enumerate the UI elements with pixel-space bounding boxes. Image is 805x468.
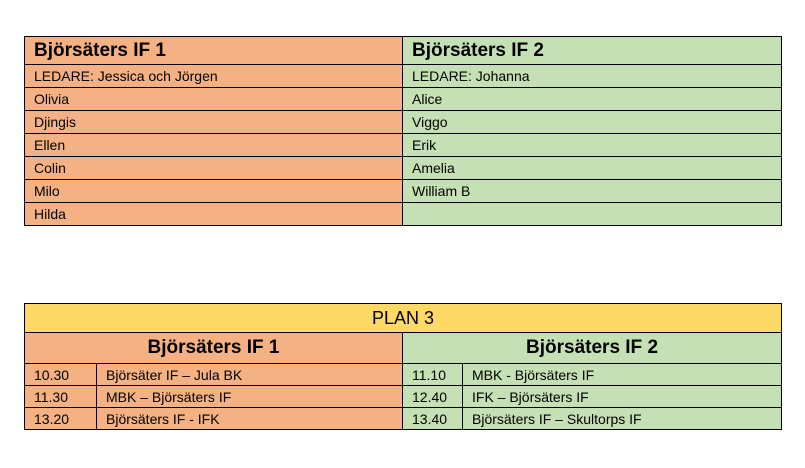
table-row [25, 180, 782, 203]
team1-player: Olivia [25, 88, 403, 111]
team1-header: Björsäters IF 1 [25, 37, 403, 65]
team2-match: Björsäters IF – Skultorps IF [463, 408, 782, 430]
team2-header: Björsäters IF 2 [403, 37, 782, 65]
team1-match: Björsäters IF - IFK [97, 408, 403, 430]
team2-player: Viggo [403, 111, 782, 134]
schedule-table [24, 303, 782, 430]
table-row [25, 157, 782, 180]
roster-header-row [25, 37, 782, 65]
team1-player: Djingis [25, 111, 403, 134]
team2-leader: LEDARE: Johanna [403, 65, 782, 88]
table-row [25, 386, 782, 408]
team2-match: IFK – Björsäters IF [463, 386, 782, 408]
team2-header: Björsäters IF 2 [403, 333, 782, 364]
team2-match-time: 11.10 [403, 364, 463, 386]
table-row [25, 408, 782, 430]
team2-player: Alice [403, 88, 782, 111]
team1-match-time: 10.30 [25, 364, 97, 386]
team2-player: William B [403, 180, 782, 203]
team2-match-time: 12.40 [403, 386, 463, 408]
team2-player [403, 203, 782, 226]
team1-player: Hilda [25, 203, 403, 226]
table-row [25, 111, 782, 134]
team1-player: Colin [25, 157, 403, 180]
team1-match: Björsäter IF – Jula BK [97, 364, 403, 386]
table-row [25, 134, 782, 157]
team1-header: Björsäters IF 1 [25, 333, 403, 364]
table-row [25, 88, 782, 111]
table-row [25, 65, 782, 88]
plan-title: PLAN 3 [25, 304, 782, 333]
team1-match: MBK – Björsäters IF [97, 386, 403, 408]
team1-match-time: 13.20 [25, 408, 97, 430]
team2-player: Amelia [403, 157, 782, 180]
team1-match-time: 11.30 [25, 386, 97, 408]
team1-player: Milo [25, 180, 403, 203]
team2-match: MBK - Björsäters IF [463, 364, 782, 386]
roster-table [24, 36, 782, 226]
team1-leader: LEDARE: Jessica och Jörgen [25, 65, 403, 88]
schedule-header-row [25, 333, 782, 364]
plan-row [25, 304, 782, 333]
team2-player: Erik [403, 134, 782, 157]
table-row [25, 203, 782, 226]
team1-player: Ellen [25, 134, 403, 157]
table-row [25, 364, 782, 386]
team2-match-time: 13.40 [403, 408, 463, 430]
